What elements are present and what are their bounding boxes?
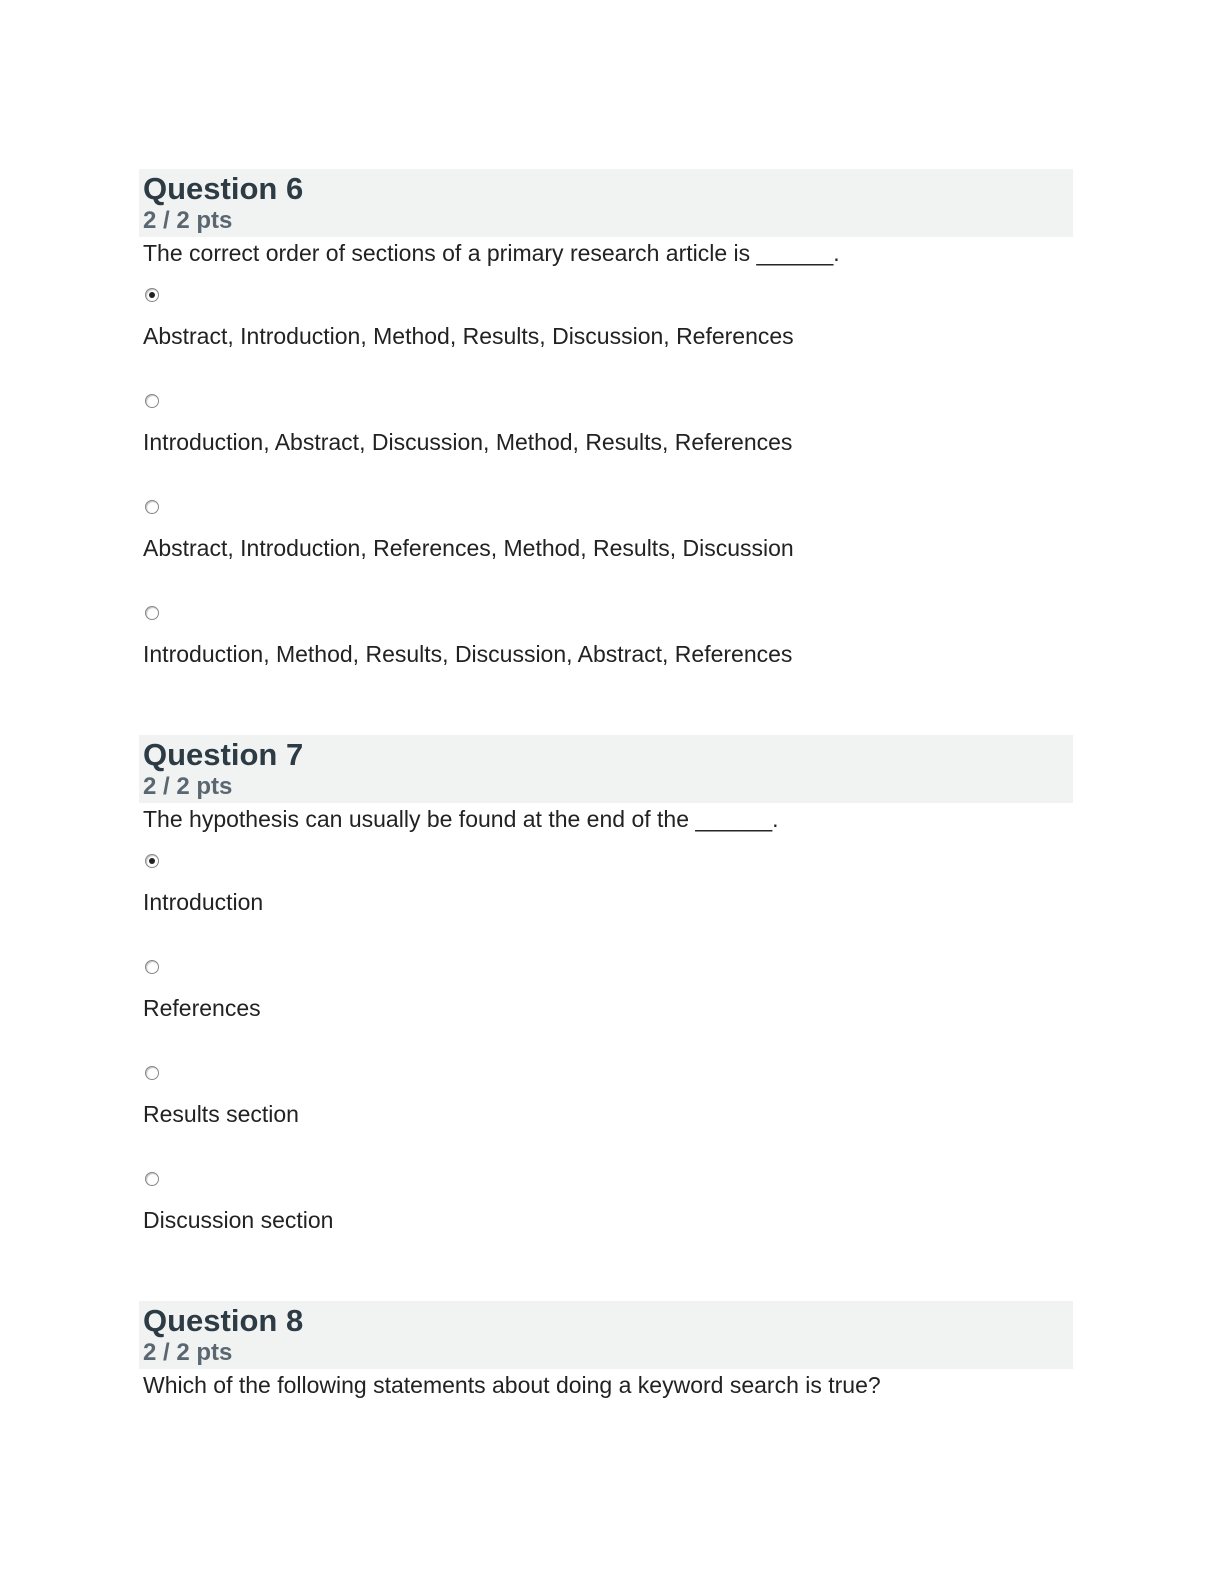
question-header	[139, 735, 1073, 803]
answer-label: References	[143, 995, 261, 1021]
answer-label: Introduction, Abstract, Discussion, Method, Results, References	[143, 429, 793, 455]
radio-unselected-icon[interactable]	[145, 500, 159, 514]
answer-label: Abstract, Introduction, Method, Results, Discussion, References	[143, 323, 794, 349]
question-points: 2 / 2 pts	[143, 207, 233, 234]
question-header	[139, 169, 1073, 237]
question-8	[139, 1301, 1073, 1398]
question-header	[139, 1301, 1073, 1369]
answer-label: Introduction	[143, 889, 264, 915]
answer-label: Results section	[143, 1101, 299, 1127]
radio-unselected-icon[interactable]	[145, 606, 159, 620]
radio-unselected-icon[interactable]	[145, 1172, 159, 1186]
answer-label: Discussion section	[143, 1207, 334, 1233]
radio-selected-icon[interactable]	[145, 854, 159, 868]
answer-label: Introduction, Method, Results, Discussion, Abstract, References	[143, 641, 793, 667]
question-points: 2 / 2 pts	[143, 773, 233, 800]
question-7	[139, 735, 1073, 1233]
question-6	[139, 169, 1073, 667]
question-text: Which of the following statements about doing a keyword search is true?	[143, 1372, 881, 1398]
question-title: Question 8	[143, 1303, 304, 1338]
answer-label: Abstract, Introduction, References, Method, Results, Discussion	[143, 535, 794, 561]
radio-unselected-icon[interactable]	[145, 394, 159, 408]
question-points: 2 / 2 pts	[143, 1339, 233, 1366]
radio-unselected-icon[interactable]	[145, 1066, 159, 1080]
question-title: Question 7	[143, 737, 304, 772]
radio-unselected-icon[interactable]	[145, 960, 159, 974]
question-title: Question 6	[143, 171, 304, 206]
question-text: The correct order of sections of a primary research article is ______.	[143, 240, 840, 266]
radio-selected-icon[interactable]	[145, 288, 159, 302]
question-text: The hypothesis can usually be found at the end of the ______.	[143, 806, 779, 832]
